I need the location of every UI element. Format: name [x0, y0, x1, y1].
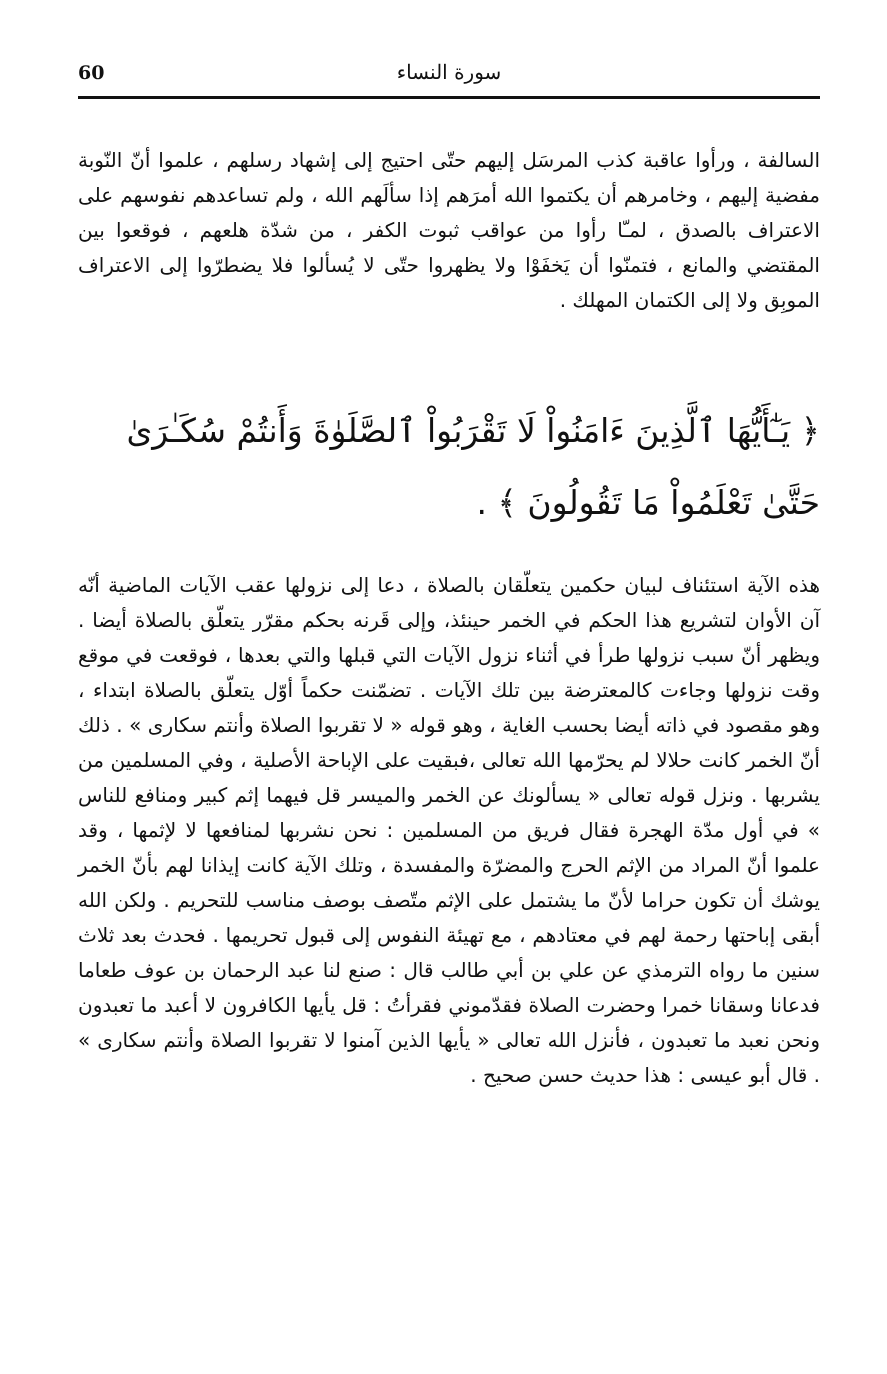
body-paragraph-2: هذه الآية استئناف لبيان حكمين يتعلّقان بالصلاة ، دعا إلى نزولها عقب الآيات الماضية أنّه آن الأوان لتشريع هذا الحكم في الخمر حينئذ، وإلى قَرنه بحكم مقرّر يتعلّق بالصلاة أيضا . ويظهر أنّ سبب نزولها طرأ في أثناء نزول الآيات التي قبلها والتي بعدها ، فوقعت في موقع وقت نزولها وجاءت كالمعترضة بين تلك الآيات . تضمّنت حكماً أوّل يتعلّق بالصلاة ابتداء ، وهو مقصود في ذاته أيضا بحسب الغاية ، وهو قوله « لا تقربوا الصلاة وأنتم سكارى » . ذلك أنّ الخمر كانت حلالا لم يحرّمها الله تعالى ،فبقيت على الإباحة الأصلية ، وفي المسلمين من يشربها . ونزل قوله تعالى « يسألونك عن الخمر والميسر قل فيهما إثم كبير ومنافع للناس » في أول مدّة الهجرة فقال فريق من المسلمين : نحن نشربها لمنافعها لا لإثمها ، وقد علموا أنّ المراد من الإثم الحرج والمضرّة والمفسدة ، وتلك الآية كانت إيذانا لهم بأنّ الخمر يوشك أن تكون حراما لأنّ ما يشتمل على الإثم متّصف بوصف مناسب للتحريم . ولكن الله أبقى إباحتها رحمة لهم في معتادهم ، مع تهيئة النفوس إلى قبول تحريمها . فحدث بعد ثلاث سنين ما رواه الترمذي عن علي بن أبي طالب قال : صنع لنا عبد الرحمان بن عوف طعاما فدعانا وسقانا خمرا وحضرت الصلاة فقدّموني فقرأتُ : قل يأيها الكافرون لا أعبد ما تعبدون ونحن نعبد ما تعبدون ، فأنزل الله تعالى « يأيها الذين آمنوا لا تقربوا الصلاة وأنتم سكارى » . قال أبو عيسى : هذا حديث حسن صحيح . — [78, 573, 820, 1087]
page-header — [78, 56, 820, 96]
quran-verse: ﴿ يَـٰٓأَيُّهَا ٱلَّذِينَ ءَامَنُواْ لَا تَقْرَبُواْ ٱلصَّلَوٰةَ وَأَنتُمْ سُكَـٰرَىٰ حَتَّىٰ تَعْلَمُواْ مَا تَقُولُونَ ﴾ . — [126, 411, 820, 522]
running-title: سورة النساء — [396, 60, 502, 84]
page-number: 60 — [78, 62, 105, 84]
header-rule — [78, 96, 820, 99]
body-paragraph-1: السالفة ، ورأوا عاقبة كذب المرسَل إليهم حتّى احتيج إلى إشهاد رسلهم ، علموا أنّ النّوبة مفضية إليهم ، وخامرهم أن يكتموا الله أمرَهم إذا سألَهم الله ، ولم تساعدهم نفوسهم على الاعتراف بالصدق ، لمـّا رأوا من عواقب ثبوت الكفر ، من شدّة هلعهم ، فوقعوا بين المقتضي والمانع ، فتمنّوا أن يَخفَوْا ولا يظهروا حتّى لا يُسألوا فلا يضطرّوا إلى الاعتراف الموبِق ولا إلى الكتمان المهلك . — [78, 148, 820, 312]
